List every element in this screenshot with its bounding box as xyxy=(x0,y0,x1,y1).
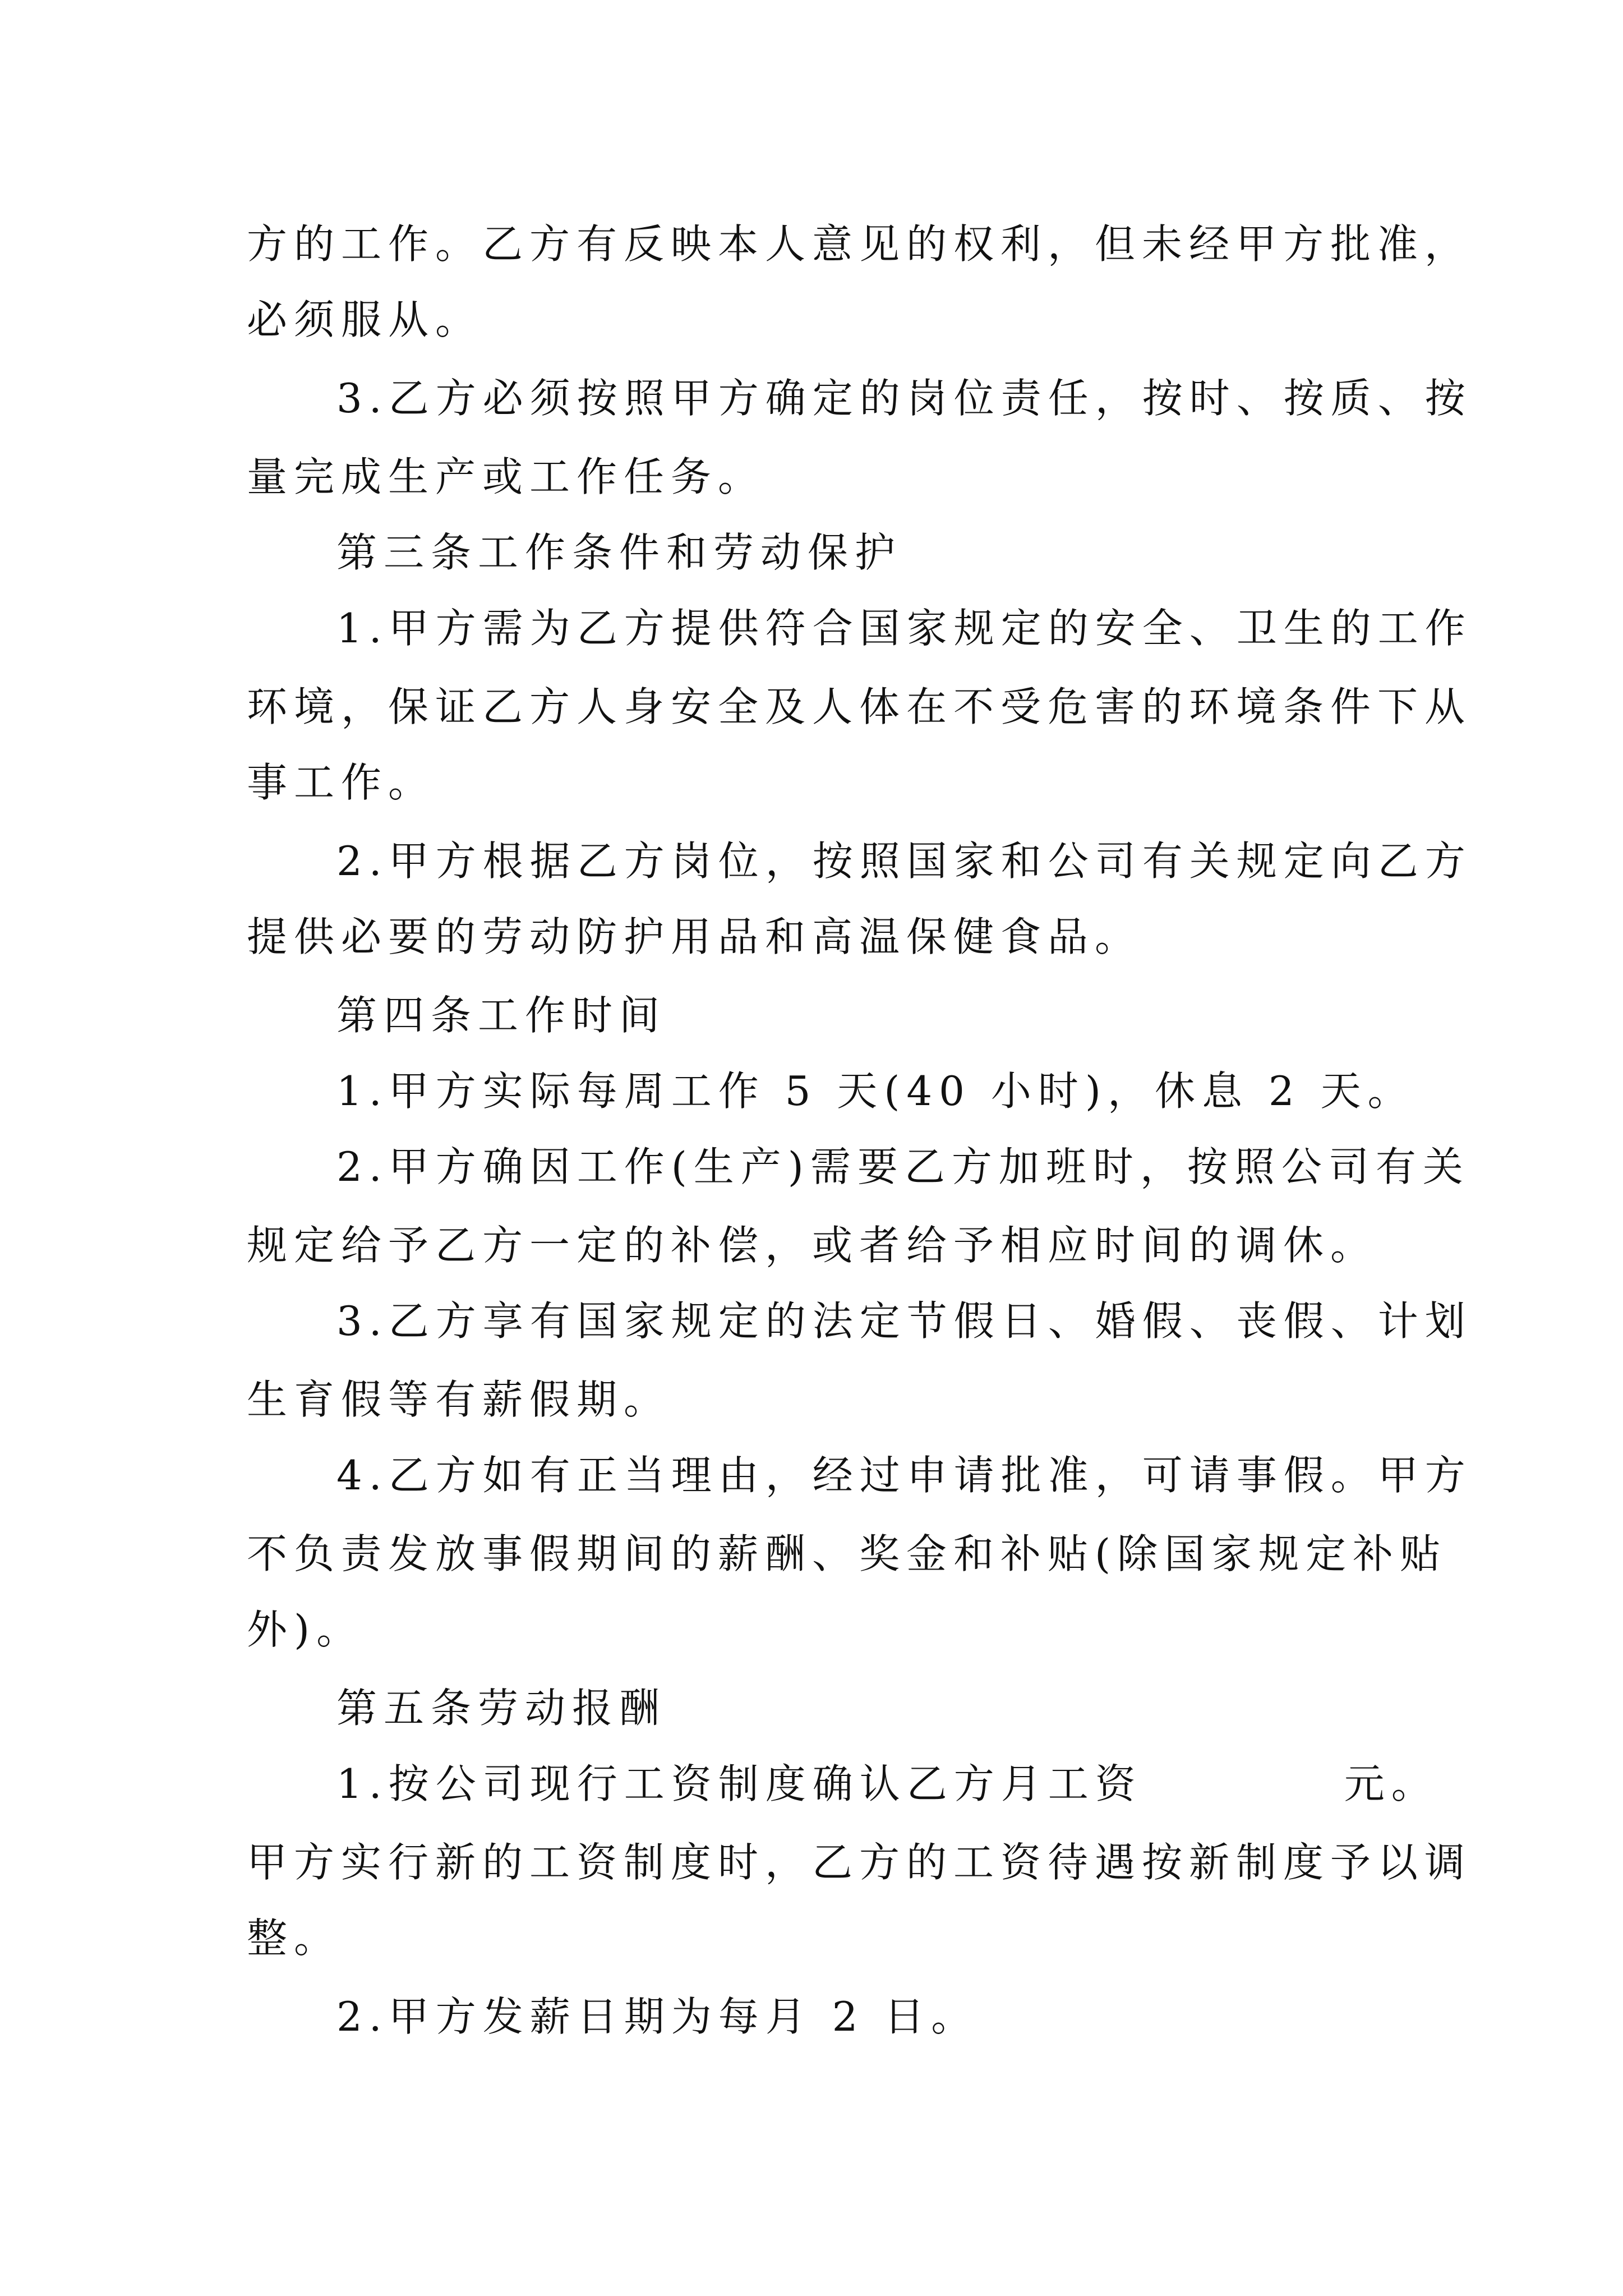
paragraph-line: 4.乙方如有正当理由，经过申请批准，可请事假。甲方 xyxy=(336,1452,1472,1499)
paragraph-line: 2.甲方根据乙方岗位，按照国家和公司有关规定向乙方 xyxy=(336,838,1472,885)
salary-unit: 元。 xyxy=(1344,1760,1438,1807)
paragraph-line: 提供必要的劳动防护用品和高温保健食品。 xyxy=(247,913,1142,960)
section-heading: 第三条工作条件和劳动保护 xyxy=(336,529,902,576)
paragraph-line: 外)。 xyxy=(247,1606,364,1653)
paragraph-line: 生育假等有薪假期。 xyxy=(247,1376,671,1423)
paragraph-line: 2.甲方确因工作(生产)需要乙方加班时，按照公司有关 xyxy=(336,1143,1470,1190)
paragraph-line: 1.甲方需为乙方提供符合国家规定的安全、卫生的工作 xyxy=(336,605,1472,652)
paragraph-line: 3.乙方必须按照甲方确定的岗位责任，按时、按质、按 xyxy=(336,375,1472,422)
paragraph-line: 甲方实行新的工资制度时，乙方的工资待遇按新制度予以调 xyxy=(247,1839,1472,1886)
salary-line xyxy=(336,1756,1438,1812)
section-heading: 第四条工作时间 xyxy=(336,992,667,1039)
paragraph-line: 量完成生产或工作任务。 xyxy=(247,453,766,500)
paragraph-line: 不负责发放事假期间的薪酬、奖金和补贴(除国家规定补贴 xyxy=(247,1530,1447,1577)
paragraph-line: 事工作。 xyxy=(247,759,436,806)
section-heading: 第五条劳动报酬 xyxy=(336,1685,667,1732)
paragraph-line: 必须服从。 xyxy=(247,296,483,343)
paragraph-line: 规定给予乙方一定的补偿，或者给予相应时间的调休。 xyxy=(247,1222,1378,1269)
paragraph-line: 3.乙方享有国家规定的法定节假日、婚假、丧假、计划 xyxy=(336,1297,1472,1345)
salary-text: 1.按公司现行工资制度确认乙方月工资 xyxy=(336,1760,1142,1807)
paragraph-line: 环境，保证乙方人身安全及人体在不受危害的环境条件下从 xyxy=(247,683,1472,730)
paragraph-line: 2.甲方发薪日期为每月 2 日。 xyxy=(336,1993,979,2040)
paragraph-line: 1.甲方实际每周工作 5 天(40 小时)，休息 2 天。 xyxy=(336,1068,1415,1115)
paragraph-line: 整。 xyxy=(247,1915,342,1962)
paragraph-line: 方的工作。乙方有反映本人意见的权利，但未经甲方批准， xyxy=(247,220,1472,268)
